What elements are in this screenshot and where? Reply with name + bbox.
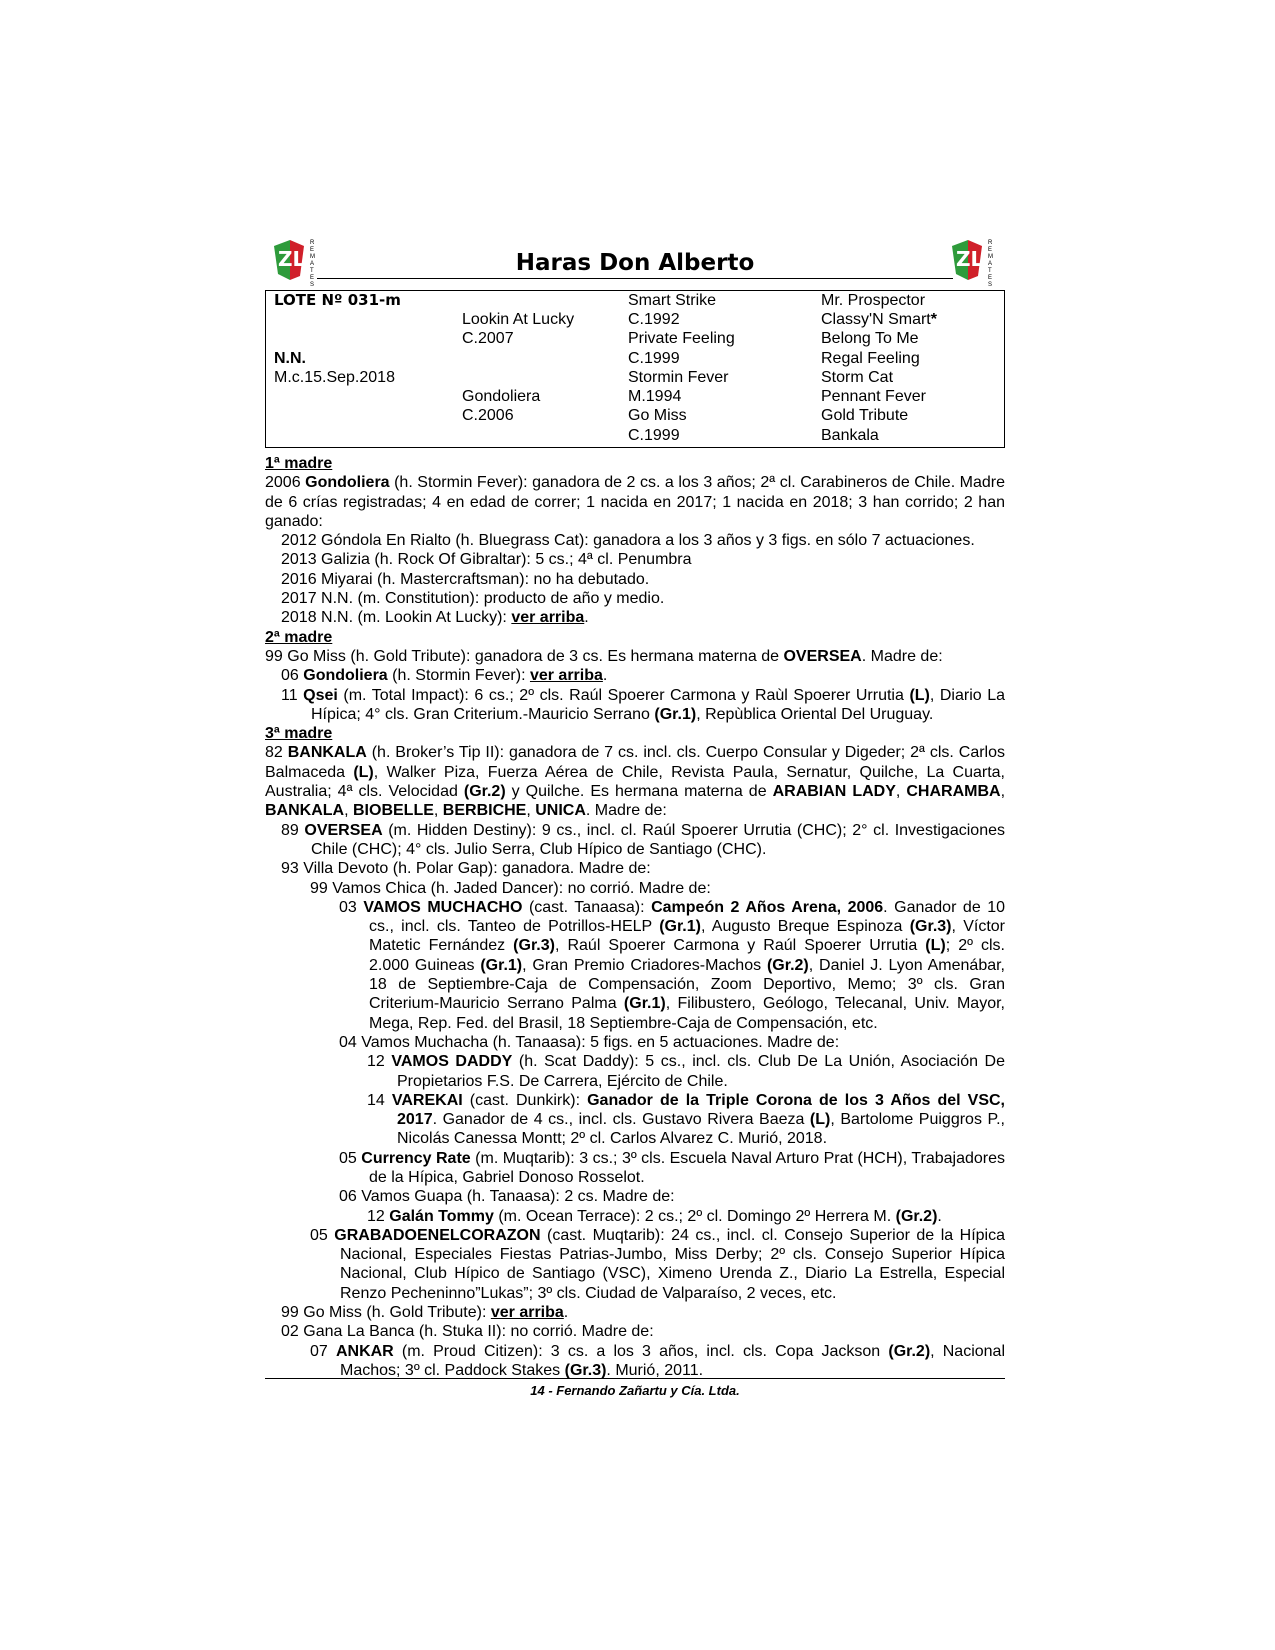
svg-text:ZL: ZL bbox=[278, 247, 306, 271]
section-heading-3a-madre: 3ª madre bbox=[265, 725, 333, 743]
svg-text:A: A bbox=[988, 261, 993, 267]
dam-year: C.2006 bbox=[462, 407, 514, 424]
gen3-name: Smart Strike bbox=[628, 292, 717, 309]
list-item: 11 Qsei (m. Total Impact): 6 cs.; 2º cls. Raúl Spoerer Carmona y Raùl Spoerer Urrutia (L), Diario La Hípica; 4° cls. Gran Criterium.-Mauricio Serrano (Gr.1), Repùblica Oriental Del Uruguay. bbox=[281, 686, 1005, 723]
gen4-name: Pennant Fever bbox=[821, 388, 926, 405]
list-item: 2013 Galizia (h. Rock Of Gibraltar): 5 cs.; 4ª cl. Penumbra bbox=[281, 551, 692, 569]
svg-text:ZL: ZL bbox=[956, 247, 984, 271]
svg-text:E: E bbox=[988, 247, 993, 253]
gen3-name: Private Feeling bbox=[628, 330, 735, 347]
list-item: 07 ANKAR (m. Proud Citizen): 3 cs. a los 3 años, incl. cls. Copa Jackson (Gr.2), Nacional Machos; 3º cl. Paddock Stakes (Gr.3). Murió, 2011. bbox=[310, 1342, 1006, 1379]
page-header bbox=[265, 228, 1005, 286]
lot-number: LOTE Nº 031-m bbox=[274, 291, 401, 309]
list-item: 99 Go Miss (h. Gold Tribute): ver arriba. bbox=[281, 1304, 569, 1322]
list-item: 03 VAMOS MUCHACHO (cast. Tanaasa): Campeón 2 Años Arena, 2006. Ganador de 10 cs., incl. cls. Tanteo de Potrillos-HELP (Gr.1), Augusto Breque Espinoza (Gr.3), Víctor Matetic Fernández (Gr.3), Raúl Spoerer Carmona y Raúl Spoerer Urrutia (L); 2º cls. 2.000 Guineas (Gr.1), Gran Premio Criadores-Machos (Gr.2), Daniel J. Lyon Amenábar, 18 de Septiembre-Caja de Compensación, Zoom Deportivo, Memo; 3º cls. Gran Criterium-Mauricio Serrano Palma (Gr.1), Filibustero, Geólogo, Telecanal, Univ. Mayor, Mega, Rep. Fed. del Brasil, 18 Septiembre-Caja de Compensación, etc. bbox=[339, 898, 1006, 1032]
list-item: 99 Vamos Chica (h. Jaded Dancer): no corrió. Madre de: bbox=[310, 879, 711, 897]
list-item: 2016 Miyarai (h. Mastercraftsman): no ha debutado. bbox=[281, 570, 650, 588]
svg-text:E: E bbox=[310, 275, 315, 281]
gen4-name: Storm Cat bbox=[821, 369, 894, 386]
gen4-name: Classy'N Smart bbox=[821, 311, 931, 328]
gen4-name-starred bbox=[821, 310, 937, 329]
family-text bbox=[265, 454, 1005, 1380]
svg-text:R: R bbox=[310, 240, 315, 246]
svg-text:R: R bbox=[988, 240, 993, 246]
list-item: 02 Gana La Banca (h. Stuka II): no corrió. Madre de: bbox=[281, 1323, 654, 1341]
gen3-name: Go Miss bbox=[628, 407, 687, 424]
svg-text:S: S bbox=[988, 282, 993, 288]
gen3-year: C.1992 bbox=[628, 311, 680, 328]
horse-birth: M.c.15.Sep.2018 bbox=[274, 369, 395, 386]
list-item: 06 Vamos Guapa (h. Tanaasa): 2 cs. Madre de: bbox=[339, 1188, 675, 1206]
pedigree-box bbox=[265, 290, 1005, 448]
paragraph: 82 BANKALA (h. Broker’s Tip II): ganadora de 7 cs. incl. cls. Cuerpo Consular y Digeder; 2ª cls. Carlos Balmaceda (L), Walker Piza, Fuerza Aérea de Chile, Revista Paula, Sernatur, Quilche, La Cuarta, Australia; 4ª cls. Velocidad (Gr.2) y Quilche. Es hermana materna de ARABIAN LADY, CHARAMBA, BANKALA, BIOBELLE, BERBICHE, UNICA. Madre de: bbox=[265, 744, 1006, 820]
gen3-year: C.1999 bbox=[628, 427, 680, 444]
list-item: 12 Galán Tommy (m. Ocean Terrace): 2 cs.; 2º cl. Domingo 2º Herrera M. (Gr.2). bbox=[367, 1207, 942, 1225]
gen4-name: Bankala bbox=[821, 427, 879, 444]
svg-text:S: S bbox=[310, 282, 315, 288]
remates-logo-right bbox=[948, 236, 1010, 288]
paragraph: 2006 Gondoliera (h. Stormin Fever): ganadora de 2 cs. a los 3 años; 2ª cl. Carabineros de Chile. Madre de 6 crías registradas; 4 en edad de correr; 1 nacida en 2017; 1 nacida en 2018; 3 han corrido; 2 han ganado: bbox=[265, 474, 1006, 530]
list-item: 06 Gondoliera (h. Stormin Fever): ver arriba. bbox=[281, 667, 608, 685]
dam-name: Gondoliera bbox=[462, 388, 541, 405]
sire-name: Lookin At Lucky bbox=[462, 311, 575, 328]
list-item: 05 GRABADOENELCORAZON (cast. Muqtarib): 24 cs., incl. cl. Consejo Superior de la Hípica Nacional, Especiales Fiestas Patrias-Jumbo, Miss Derby; 2º cls. Consejo Superior Hípica Nacional, Club Hípico de Santiago (VSC), Ximeno Urenda Z., Diario La Estrella, Especial Renzo Pecheninno”Lukas”; 3º cls. Ciudad de Valparaíso, 2 veces, etc. bbox=[310, 1226, 1005, 1302]
svg-text:M: M bbox=[988, 254, 993, 260]
svg-text:T: T bbox=[310, 268, 314, 274]
list-item: 05 Currency Rate (m. Muqtarib): 3 cs.; 3º cls. Escuela Naval Arturo Prat (HCH), Trabajadores de la Hípica, Gabriel Donoso Rosselot. bbox=[339, 1149, 1006, 1186]
gen4-name: Belong To Me bbox=[821, 330, 919, 347]
svg-text:E: E bbox=[988, 275, 993, 281]
paragraph: 99 Go Miss (h. Gold Tribute): ganadora de 3 cs. Es hermana materna de OVERSEA. Madre de: bbox=[265, 647, 943, 665]
gen4-name: Gold Tribute bbox=[821, 407, 909, 424]
svg-text:A: A bbox=[310, 261, 315, 267]
gen4-name: Mr. Prospector bbox=[821, 292, 926, 309]
gen3-year: M.1994 bbox=[628, 388, 682, 405]
sire-year: C.2007 bbox=[462, 330, 514, 347]
list-item: 93 Villa Devoto (h. Polar Gap): ganadora. Madre de: bbox=[281, 860, 651, 878]
list-item: 89 OVERSEA (m. Hidden Destiny): 9 cs., incl. cl. Raúl Spoerer Urrutia (CHC); 2° cl. Investigaciones Chile (CHC); 4° cls. Julio Serra, Club Hípico de Santiago (CHC). bbox=[281, 821, 1005, 858]
list-item: 12 VAMOS DADDY (h. Scat Daddy): 5 cs., incl. cls. Club De La Unión, Asociación De Propietarios F.S. De Carrera, Ejército de Chile. bbox=[367, 1053, 1006, 1090]
gen3-name: Stormin Fever bbox=[628, 369, 729, 386]
page-footer: 14 - Fernando Zañartu y Cía. Ltda. bbox=[265, 1378, 1005, 1398]
list-item: 2012 Góndola En Rialto (h. Bluegrass Cat): ganadora a los 3 años y 3 figs. en sólo 7 actuaciones. bbox=[281, 532, 975, 550]
svg-text:M: M bbox=[310, 254, 315, 260]
section-heading-2a-madre: 2ª madre bbox=[265, 628, 333, 646]
gen3-year: C.1999 bbox=[628, 350, 680, 367]
gen4-name: Regal Feeling bbox=[821, 350, 920, 367]
list-item: 2018 N.N. (m. Lookin At Lucky): ver arriba. bbox=[281, 609, 589, 627]
svg-text:T: T bbox=[988, 268, 992, 274]
star-mark: * bbox=[930, 311, 937, 328]
svg-text:E: E bbox=[310, 247, 315, 253]
section-heading-1a-madre: 1ª madre bbox=[265, 455, 333, 472]
list-item: 14 VAREKAI (cast. Dunkirk): Ganador de la Triple Corona de los 3 Años del VSC, 2017. Ganador de 4 cs., incl. cls. Gustavo Rivera Baeza (L), Bartolome Puiggros P., Nicolás Canessa Montt; 2º cl. Carlos Alvarez C. Murió, 2018. bbox=[367, 1091, 1005, 1148]
list-item: 2017 N.N. (m. Constitution): producto de año y medio. bbox=[281, 590, 665, 608]
list-item: 04 Vamos Muchacha (h. Tanaasa): 5 figs. en 5 actuaciones. Madre de: bbox=[339, 1033, 840, 1051]
horse-name: N.N. bbox=[274, 350, 306, 367]
page-title: Haras Don Alberto bbox=[317, 250, 953, 279]
page bbox=[265, 228, 1005, 1380]
